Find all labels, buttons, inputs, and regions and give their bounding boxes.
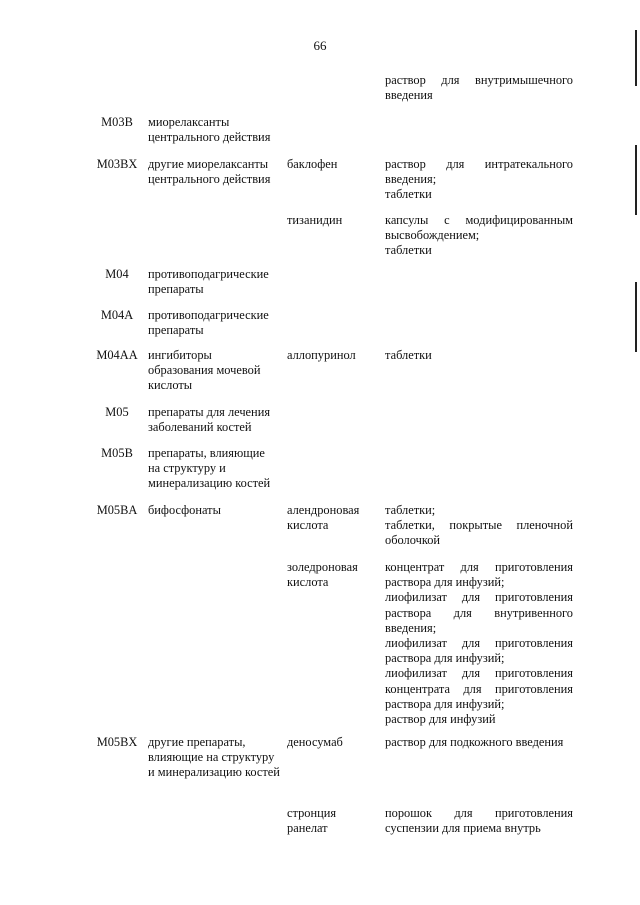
drug-name: золедроновая кислота (287, 560, 358, 590)
anatomical-therapeutic-group: ингибиторы образования мочевой кислоты (148, 348, 261, 393)
dosage-form-cell (385, 735, 573, 750)
drug-name: стронция ранелат (287, 806, 337, 836)
dosage-form: таблетки (385, 348, 432, 362)
dosage-form: раствор для внутримышечного введения (385, 73, 573, 103)
dosage-form: порошок для приготовления суспензии для приема внутрь (385, 806, 573, 836)
atc-code: M05BX (96, 735, 138, 749)
dosage-form: раствор для инфузий (385, 712, 496, 727)
anatomical-therapeutic-group: другие препараты, влияющие на структуру и минерализацию костей (148, 735, 280, 780)
drug-name: тизанидин (287, 213, 343, 227)
anatomical-therapeutic-group: противоподагрические препараты (148, 308, 269, 338)
page-number: 66 (313, 38, 327, 53)
dosage-form: концентрат для приготовления раствора для инфузий; (385, 560, 573, 590)
dosage-form-cell (385, 806, 573, 836)
anatomical-therapeutic-group: противоподагрические препараты (148, 267, 269, 297)
dosage-form: лиофилизат для приготовления раствора для внутривенного введения; (385, 590, 573, 635)
drug-name: деносумаб (287, 735, 343, 749)
dosage-form: лиофилизат для приготовления раствора для инфузий; (385, 636, 573, 666)
dosage-form-cell (385, 503, 573, 549)
dosage-form: капсулы с модифицированным высвобождением; (385, 213, 573, 243)
dosage-form-cell (385, 157, 573, 203)
atc-code: M04A (100, 308, 134, 322)
anatomical-therapeutic-group: другие миорелаксанты центрального действия (148, 157, 271, 187)
atc-code: M05B (101, 446, 133, 460)
dosage-form: таблетки (385, 243, 432, 258)
atc-code: M05BA (96, 503, 138, 517)
scan-edge-mark (635, 145, 637, 215)
atc-code: M03BX (96, 157, 138, 171)
dosage-form: раствор для интратекального введения; (385, 157, 573, 187)
dosage-form-cell (385, 560, 573, 727)
anatomical-therapeutic-group: препараты, влияющие на структуру и минерализацию костей (148, 446, 271, 491)
dosage-form: лиофилизат для приготовления концентрата для приготовления раствора для инфузий; (385, 666, 573, 711)
atc-code: M04 (105, 267, 129, 281)
atc-code: M04AA (96, 348, 138, 362)
dosage-form-cell (385, 348, 573, 363)
anatomical-therapeutic-group: миорелаксанты центрального действия (148, 115, 271, 145)
dosage-form: таблетки (385, 187, 432, 202)
dosage-form: таблетки; (385, 503, 436, 517)
anatomical-therapeutic-group: бифосфонаты (148, 503, 221, 517)
scan-edge-mark (635, 282, 637, 352)
drug-name: алендроновая кислота (287, 503, 360, 533)
scan-edge-mark (635, 30, 637, 86)
dosage-form-cell (385, 73, 573, 103)
dosage-form: раствор для подкожного введения (385, 735, 564, 749)
anatomical-therapeutic-group: препараты для лечения заболеваний костей (148, 405, 271, 435)
drug-name: аллопуринол (287, 348, 356, 362)
atc-code: M05 (105, 405, 129, 419)
drug-name: баклофен (287, 157, 338, 171)
atc-code: M03B (101, 115, 133, 129)
dosage-form: таблетки, покрытые пленочной оболочкой (385, 518, 573, 548)
dosage-form-cell (385, 213, 573, 259)
